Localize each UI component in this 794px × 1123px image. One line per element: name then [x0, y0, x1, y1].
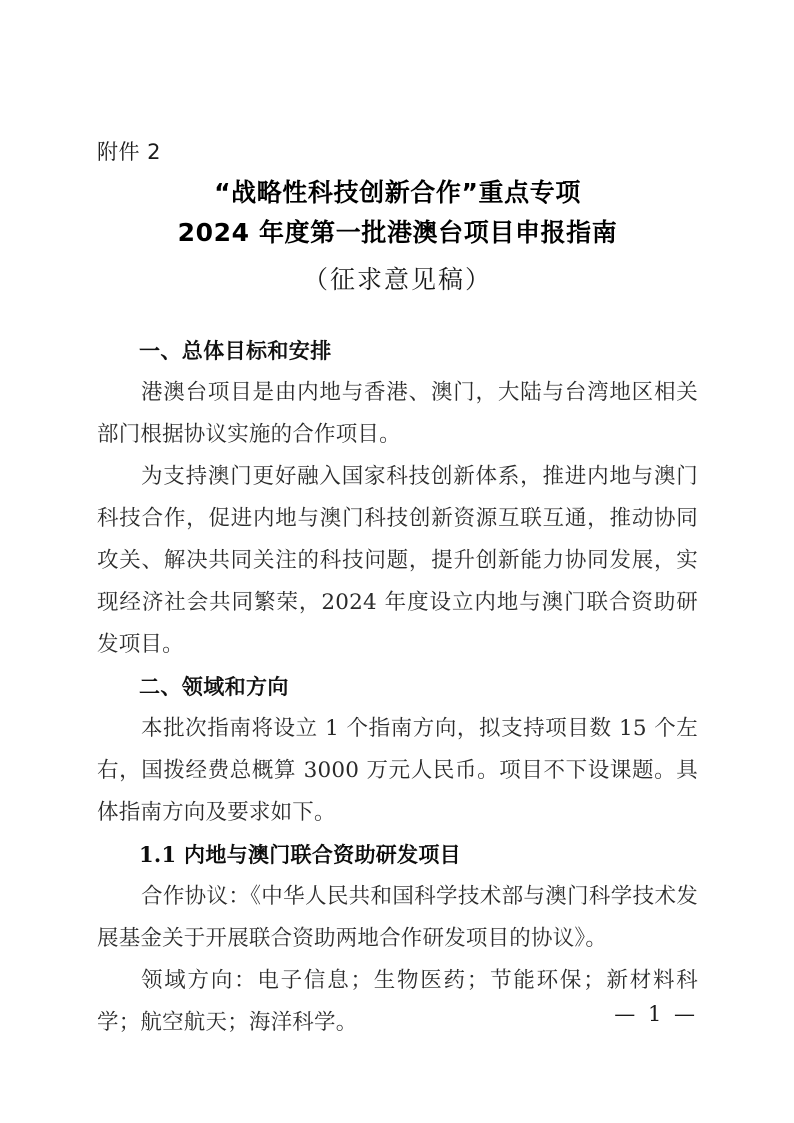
subsection-heading-1-1: 1.1 内地与澳门联合资助研发项目 [139, 842, 461, 867]
document-body [97, 330, 698, 1044]
document-title-line-2: 2024 年度第一批港澳台项目申报指南 [177, 218, 618, 247]
section-heading-1: 一、总体目标和安排 [139, 339, 332, 363]
attachment-label: 附件 2 [97, 140, 162, 164]
paragraph-1-1: 港澳台项目是由内地与香港、澳门，大陆与台湾地区相关部门根据协议实施的合作项目。 [97, 380, 698, 447]
document-title-block [97, 173, 698, 299]
paragraph-2-1: 本批次指南将设立 1 个指南方向，拟支持项目数 15 个左右，国拨经费总概算 3000 万元人民币。项目不下设课题。具体指南方向及要求如下。 [97, 716, 698, 825]
paragraph-1-1-2: 领域方向：电子信息；生物医药；节能环保；新材料科学；航空航天；海洋科学。 [97, 968, 698, 1035]
document-title-line-1: “战略性科技创新合作”重点专项 [214, 178, 581, 207]
page-number: — 1 — [614, 1002, 698, 1026]
section-heading-2: 二、领域和方向 [139, 675, 289, 699]
paragraph-1-2: 为支持澳门更好融入国家科技创新体系，推进内地与澳门科技合作，促进内地与澳门科技创新资源互联互通，推动协同攻关、解决共同关注的科技问题，提升创新能力协同发展，实现经济社会共同繁荣，2024 年度设立内地与澳门联合资助研发项目。 [97, 464, 698, 657]
document-subtitle: （征求意见稿） [302, 265, 492, 294]
paragraph-1-1-1: 合作协议：《中华人民共和国科学技术部与澳门科学技术发展基金关于开展联合资助两地合作研发项目的协议》。 [97, 884, 698, 951]
